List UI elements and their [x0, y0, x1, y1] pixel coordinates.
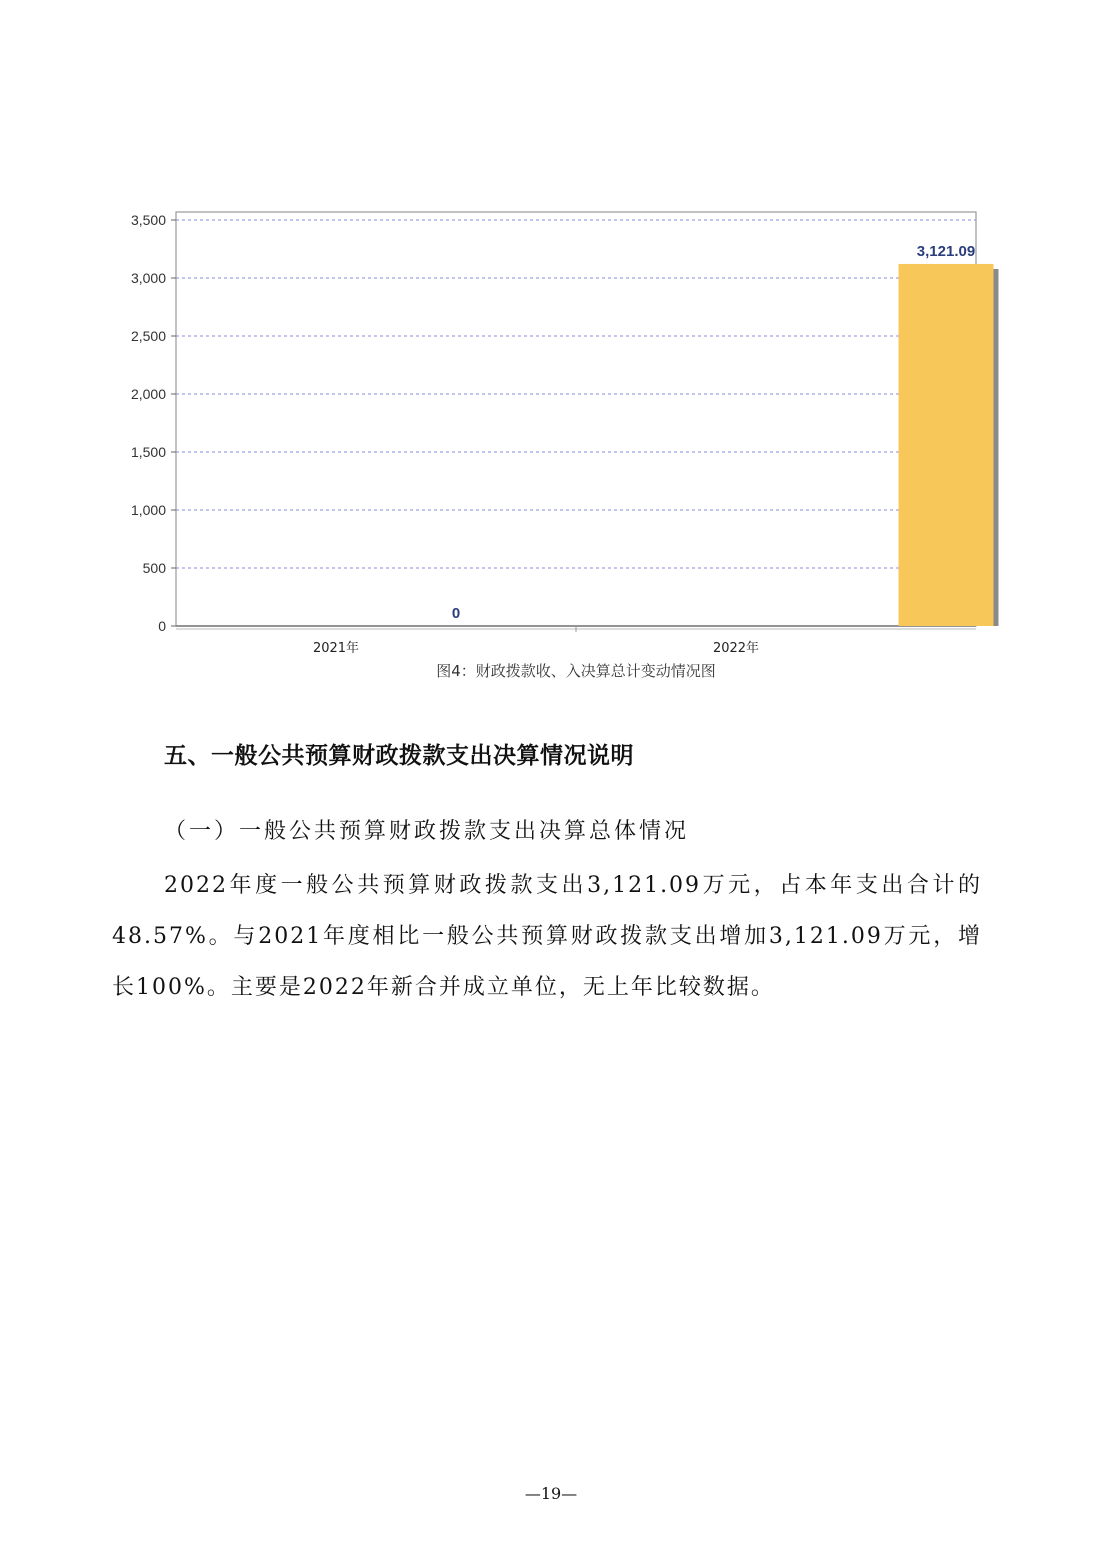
subsection-heading: （一）一般公共预算财政拨款支出决算总体情况 — [164, 819, 690, 844]
y-tick-label: 3,500 — [130, 212, 166, 228]
y-tick-label: 1,000 — [130, 502, 166, 518]
body-paragraph: 2022年度一般公共预算财政拨款支出3,121.09万元，占本年支出合计的48.57%。与2021年度相比一般公共预算财政拨款支出增加3,121.09万元，增长100%。主要是2022年新合并成立单位，无上年比较数据。 — [112, 873, 982, 1000]
x-tick-label: 2022年 — [712, 641, 760, 656]
y-tick-label: 500 — [142, 560, 166, 576]
y-tick-label: 2,000 — [130, 386, 166, 402]
chart-canvas — [100, 200, 1000, 690]
section-heading: 五、一般公共预算财政拨款支出决算情况说明 — [164, 743, 634, 769]
y-tick-label: 2,500 — [130, 328, 166, 344]
bar-chart — [100, 200, 1000, 690]
chart-title: 图4：财政拨款收、入决算总计变动情况图 — [436, 662, 716, 680]
page-number: —19— — [524, 1484, 578, 1503]
y-tick-label: 3,000 — [130, 270, 166, 286]
bar — [899, 264, 994, 626]
data-label: 0 — [451, 605, 461, 622]
plot-frame — [176, 212, 976, 626]
data-label: 3,121.09 — [916, 242, 976, 260]
x-tick-label: 2021年 — [312, 641, 360, 656]
y-tick-label: 1,500 — [130, 444, 166, 460]
y-tick-label: 0 — [158, 618, 166, 634]
